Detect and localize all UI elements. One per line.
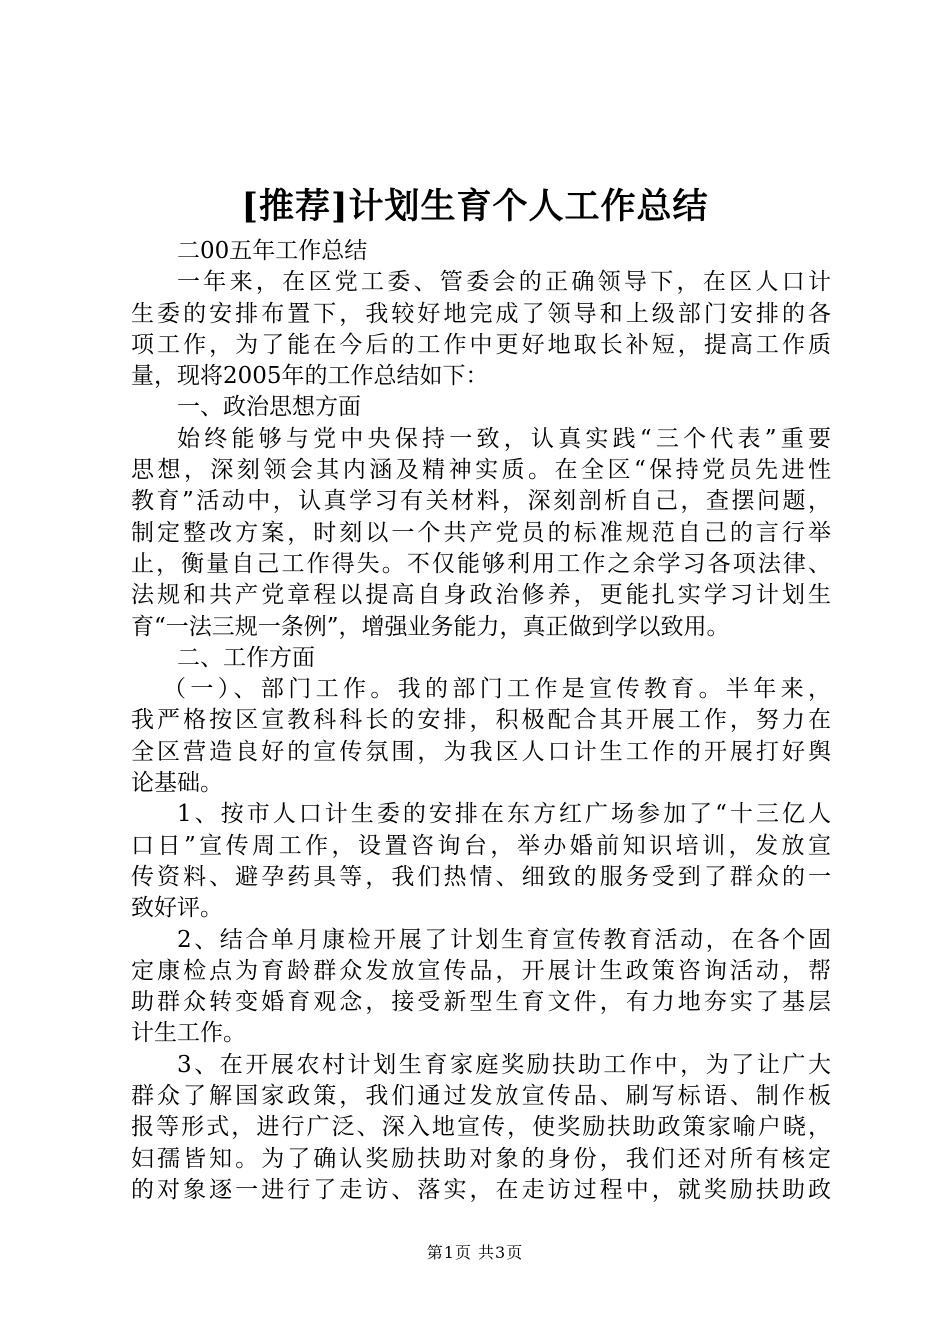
paragraph-line: 一年来，在区党工委、管委会的正确领导下，在区人口计 (177, 269, 831, 296)
document-body (131, 236, 831, 1206)
paragraph-line: 2、结合单月康检开展了计划生育宣传教育活动，在各个固 (177, 926, 831, 953)
paragraph-line: 论基础。 (131, 770, 223, 797)
paragraph-line: 计生工作。 (131, 1020, 246, 1047)
paragraph-line: 生委的安排布置下，我较好地完成了领导和上级部门安排的各 (131, 300, 831, 327)
paragraph-line: 思想，深刻领会其内涵及精神实质。在全区“保持党员先进性 (131, 457, 831, 484)
paragraph-line: 报等形式，进行广泛、深入地宣传，使奖励扶助政策家喻户晓， (131, 1114, 831, 1141)
paragraph-line: 致好评。 (131, 895, 223, 922)
paragraph-line: 法规和共产党章程以提高自身政治修养，更能扎实学习计划生 (131, 582, 831, 609)
paragraph-line: 始终能够与党中央保持一致，认真实践“三个代表”重要 (177, 425, 831, 452)
paragraph-line: 我严格按区宣教科科长的安排，积极配合其开展工作，努力在 (131, 707, 831, 734)
paragraph-line: 传资料、避孕药具等，我们热情、细致的服务受到了群众的一 (131, 863, 831, 890)
paragraph-line: （一）、部门工作。我的部门工作是宣传教育。半年来， (163, 676, 831, 703)
paragraph-line: 助群众转变婚育观念，接受新型生育文件，有力地夯实了基层 (131, 989, 831, 1016)
paragraph-line: 的对象逐一进行了走访、落实，在走访过程中，就奖励扶助政 (131, 1176, 831, 1203)
paragraph-line: 教育”活动中，认真学习有关材料，深刻剖析自己，查摆问题， (131, 488, 831, 515)
paragraph-line: 量，现将2005年的工作总结如下： (131, 363, 489, 390)
section-heading-work: 二、工作方面 (177, 644, 315, 671)
paragraph-line: 口日”宣传周工作，设置咨询台，举办婚前知识培训，发放宣 (131, 832, 831, 859)
paragraph-line: 全区营造良好的宣传氛围，为我区人口计生工作的开展打好舆 (131, 738, 831, 765)
section-heading-year-summary: 二00五年工作总结 (177, 238, 368, 264)
paragraph-line: 3、在开展农村计划生育家庭奖励扶助工作中，为了让广大 (177, 1051, 831, 1078)
paragraph-line: 育“一法三规一条例”，增强业务能力，真正做到学以致用。 (131, 613, 730, 640)
paragraph-line: 止，衡量自己工作得失。不仅能够利用工作之余学习各项法律、 (131, 550, 831, 577)
paragraph-line: 1、按市人口计生委的安排在东方红广场参加了“十三亿人 (177, 801, 831, 828)
paragraph-line: 群众了解国家政策，我们通过发放宣传品、刷写标语、制作板 (131, 1083, 831, 1110)
paragraph-line: 定康检点为育龄群众发放宣传品，开展计生政策咨询活动，帮 (131, 957, 831, 984)
page-number-footer: 第1页 共3页 (426, 1243, 524, 1262)
paragraph-line: 制定整改方案，时刻以一个共产党员的标准规范自己的言行举 (131, 519, 831, 546)
document-title: [推荐]计划生育个人工作总结 (241, 186, 709, 227)
section-heading-political: 一、政治思想方面 (177, 394, 361, 421)
paragraph-line: 项工作，为了能在今后的工作中更好地取长补短，提高工作质 (131, 331, 831, 358)
paragraph-line: 妇孺皆知。为了确认奖励扶助对象的身份，我们还对所有核定 (131, 1145, 831, 1172)
